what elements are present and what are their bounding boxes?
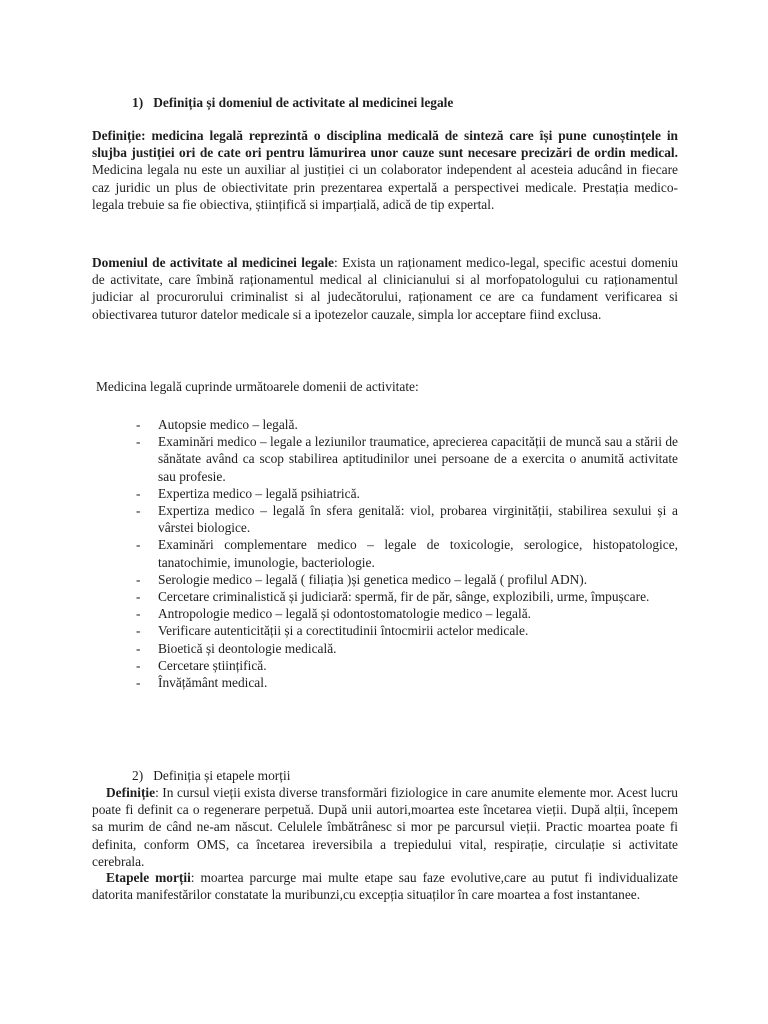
list-item (92, 622, 678, 639)
definition-bold-text: Definiție: medicina legală reprezintă o disciplina medicală de sinteză care își pune cunoștințele in slujba justiției ori de cate ori pentru lămurirea unor cauze sunt necesare precizări de ordin medical. (92, 128, 678, 161)
list-item (92, 502, 678, 536)
document-page (92, 0, 678, 1024)
bullet-dash: - (136, 640, 141, 656)
bullet-dash: - (136, 675, 141, 691)
list-item-text: Serologie medico – legală ( filiația )și genetica medico – legală ( profilul ADN). (158, 571, 588, 587)
bullet-dash: - (136, 623, 141, 639)
domain-bold-text: Domeniul de activitate al medicinei legale (92, 255, 334, 270)
section-1-heading (132, 94, 453, 111)
list-item (92, 536, 678, 570)
list-item-text: Expertiza medico – legală psihiatrică. (158, 485, 360, 501)
list-item (92, 657, 678, 674)
section-2-title: Definiția și etapele morții (153, 768, 291, 783)
definition-paragraph (92, 127, 678, 213)
bullet-dash: - (136, 657, 141, 673)
list-item-text: Învățământ medical. (158, 675, 268, 691)
list-item-text: Cercetare criminalistică și judiciară: spermă, fir de păr, sânge, explozibili, urme, împușcare. (158, 589, 650, 605)
death-definition-bold: Definiție (106, 785, 156, 800)
section-2-heading (132, 767, 290, 784)
domain-text: : Exista un raționament medico-legal, specific acestui domeniu de activitate, care îmbină raționamentul medical al clinicianului si al morfopatologului cu raționamentul judiciar al procurorului criminalist si al judecătorului, raționament ce are ca fundament verificarea si obiectivarea tuturor datelor medicale si a ipotezelor cauzale, simpla lor acceptare fiind exclusa. (92, 255, 678, 322)
bullet-dash: - (136, 537, 141, 553)
definition-text: Medicina legala nu este un auxiliar al justiției ci un colaborator independent al acesteia aducând in fiecare caz juridic un plus de obiectivitate prin prezentarea expertală a perspectivei medicale. Prestația medico-legala trebuie sa fie obiectiva, științifică si imparțială, adică de tip expertal. (92, 162, 678, 212)
list-item (92, 571, 678, 588)
bullet-dash: - (136, 485, 141, 501)
list-item (92, 640, 678, 657)
death-definition-paragraph (92, 784, 678, 870)
death-stages-paragraph (92, 869, 678, 903)
death-stages-text: : moartea parcurge mai multe etape sau faze evolutive,care au putut fi individualizate datorita manifestărilor constatate la muribunzi,cu excepția situaților în care moartea a fost instantanee. (92, 870, 679, 903)
section-2-number: 2) (132, 768, 144, 783)
domain-paragraph (92, 254, 678, 323)
section-1-title: Definiția și domeniul de activitate al medicinei legale (153, 95, 454, 110)
list-item-text: Examinări complementare medico – legale de toxicologie, serologice, histopatologice, tanatochimie, imunologie, bacteriologie. (158, 537, 678, 570)
list-item (92, 416, 678, 433)
list-item-text: Examinări medico – legale a leziunilor traumatice, aprecierea capacității de muncă sau a stării de sănătate având ca scop stabilirea aptitudinilor unei persoane de a exercita o anumită activitate sau profesie. (158, 434, 678, 484)
section-1-number: 1) (132, 95, 144, 110)
list-item-text: Expertiza medico – legală în sfera genitală: viol, probarea virginității, stabilirea sexului și a vârstei biologice. (158, 503, 678, 536)
death-stages-bold: Etapele morții (106, 870, 191, 885)
bullet-dash: - (136, 571, 141, 587)
list-item-text: Antropologie medico – legală și odontostomatologie medico – legală. (158, 606, 531, 622)
activities-intro: Medicina legală cuprinde următoarele domenii de activitate: (96, 379, 419, 394)
bullet-dash: - (136, 589, 141, 605)
activities-list (92, 416, 678, 691)
list-item (92, 485, 678, 502)
bullet-dash: - (136, 417, 141, 432)
list-item (92, 433, 678, 485)
death-definition-text: : In cursul vieții exista diverse transformări fiziologice in care anumite elemente mor. Acest lucru poate fi definit ca o regenerare perpetuă. După unii autori,moartea este încetarea vieții. După alții, începem sa murim de când ne-am născut. Celulele îmbătrânesc si mor pe parcursul vieții. Practic moartea poate fi definita, conform OMS, ca încetarea ireversibila a trepiedului vital, respirație, circulație si activitate cerebrala. (92, 785, 678, 869)
list-item-text: Bioetică și deontologie medicală. (158, 640, 337, 656)
list-item (92, 674, 678, 691)
list-item (92, 588, 678, 605)
list-item (92, 605, 678, 622)
list-item-text: Cercetare științifică. (158, 657, 267, 673)
bullet-dash: - (136, 503, 141, 519)
bullet-dash: - (136, 434, 141, 450)
list-item-text: Verificare autenticității și a corectitudinii întocmirii actelor medicale. (158, 623, 529, 639)
bullet-dash: - (136, 606, 141, 622)
list-item-text: Autopsie medico – legală. (158, 417, 298, 432)
